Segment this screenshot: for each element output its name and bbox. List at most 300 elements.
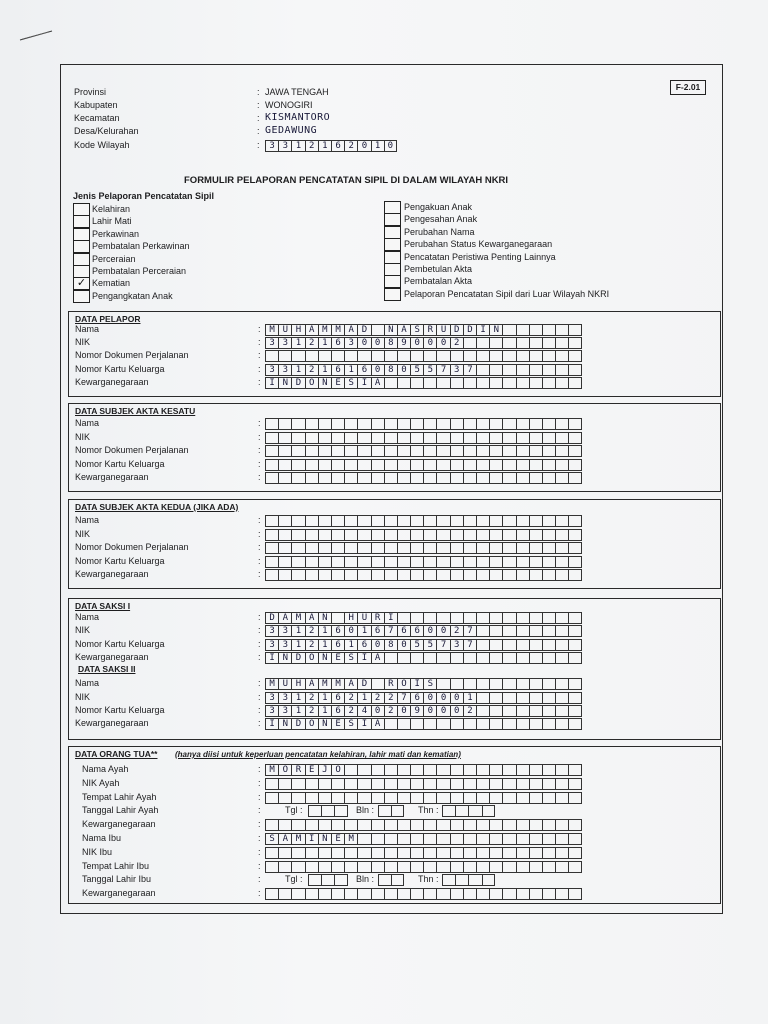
char-cell bbox=[436, 529, 449, 541]
char-cell bbox=[397, 542, 410, 554]
char-cell bbox=[410, 542, 423, 554]
char-cell bbox=[502, 529, 515, 541]
char-cell: 1 bbox=[371, 140, 384, 152]
char-cell bbox=[482, 874, 495, 886]
checkbox[interactable] bbox=[384, 288, 401, 301]
char-cell bbox=[436, 459, 449, 471]
char-cell bbox=[423, 764, 436, 776]
char-cell: 6 bbox=[331, 364, 344, 376]
char-cell bbox=[397, 764, 410, 776]
char-cell bbox=[516, 778, 529, 790]
char-cell bbox=[529, 718, 542, 730]
date-day-boxes[interactable] bbox=[308, 805, 348, 817]
field-label: Nama bbox=[75, 324, 100, 334]
field-colon: : bbox=[258, 472, 261, 483]
char-cell bbox=[318, 472, 331, 484]
char-cell bbox=[344, 556, 357, 568]
char-cell: A bbox=[305, 612, 318, 624]
char-cell bbox=[568, 692, 581, 704]
char-cell bbox=[357, 819, 370, 831]
char-cell: 0 bbox=[450, 705, 463, 717]
checkbox[interactable] bbox=[73, 240, 90, 253]
char-cell: H bbox=[344, 612, 357, 624]
header-value: KISMANTORO bbox=[265, 112, 331, 123]
char-cell bbox=[308, 874, 321, 886]
field-boxes[interactable] bbox=[265, 639, 582, 651]
checkbox[interactable] bbox=[384, 226, 401, 239]
char-cell bbox=[265, 542, 278, 554]
char-cell bbox=[371, 764, 384, 776]
char-cell bbox=[516, 861, 529, 873]
char-cell bbox=[384, 569, 397, 581]
char-cell: S bbox=[265, 833, 278, 845]
char-cell bbox=[529, 678, 542, 690]
char-cell bbox=[489, 625, 502, 637]
char-cell: A bbox=[344, 324, 357, 336]
checkbox[interactable] bbox=[384, 201, 401, 214]
char-cell: 2 bbox=[305, 364, 318, 376]
checkbox[interactable] bbox=[384, 251, 401, 264]
field-boxes[interactable] bbox=[265, 472, 582, 484]
char-cell bbox=[450, 418, 463, 430]
char-cell bbox=[542, 792, 555, 804]
checkbox[interactable] bbox=[73, 203, 90, 216]
char-cell bbox=[278, 847, 291, 859]
char-cell bbox=[344, 542, 357, 554]
char-cell bbox=[265, 569, 278, 581]
field-boxes[interactable] bbox=[265, 792, 582, 804]
field-colon: : bbox=[258, 625, 261, 636]
char-cell bbox=[278, 792, 291, 804]
char-cell bbox=[318, 529, 331, 541]
char-cell bbox=[291, 350, 304, 362]
char-cell bbox=[568, 515, 581, 527]
char-cell bbox=[397, 833, 410, 845]
field-boxes[interactable] bbox=[265, 364, 582, 376]
char-cell bbox=[489, 792, 502, 804]
char-cell bbox=[357, 792, 370, 804]
char-cell bbox=[476, 337, 489, 349]
char-cell bbox=[463, 377, 476, 389]
field-boxes[interactable] bbox=[265, 778, 582, 790]
field-boxes[interactable] bbox=[265, 459, 582, 471]
header-value: WONOGIRI bbox=[265, 100, 313, 110]
char-cell bbox=[463, 819, 476, 831]
char-cell bbox=[450, 888, 463, 900]
char-cell bbox=[265, 515, 278, 527]
checkbox-label: Pembetulan Akta bbox=[404, 264, 473, 274]
char-cell bbox=[265, 529, 278, 541]
char-cell: S bbox=[344, 718, 357, 730]
char-cell bbox=[555, 888, 568, 900]
char-cell: 0 bbox=[371, 639, 384, 651]
char-cell bbox=[344, 888, 357, 900]
char-cell bbox=[516, 847, 529, 859]
char-cell bbox=[291, 542, 304, 554]
char-cell bbox=[318, 819, 331, 831]
char-cell bbox=[371, 888, 384, 900]
char-cell bbox=[291, 432, 304, 444]
char-cell: I bbox=[410, 678, 423, 690]
char-cell bbox=[516, 678, 529, 690]
char-cell: 1 bbox=[318, 705, 331, 717]
char-cell bbox=[357, 556, 370, 568]
char-cell bbox=[423, 529, 436, 541]
char-cell bbox=[542, 764, 555, 776]
char-cell bbox=[423, 515, 436, 527]
char-cell bbox=[450, 432, 463, 444]
char-cell bbox=[463, 556, 476, 568]
char-cell bbox=[357, 764, 370, 776]
char-cell bbox=[489, 639, 502, 651]
field-colon: : bbox=[258, 337, 261, 348]
char-cell: 2 bbox=[450, 625, 463, 637]
field-colon: : bbox=[258, 651, 261, 662]
char-cell: 0 bbox=[436, 337, 449, 349]
char-cell bbox=[384, 778, 397, 790]
char-cell bbox=[529, 888, 542, 900]
char-cell bbox=[516, 639, 529, 651]
char-cell bbox=[568, 639, 581, 651]
field-boxes[interactable] bbox=[265, 377, 582, 389]
char-cell bbox=[450, 350, 463, 362]
field-boxes[interactable] bbox=[265, 652, 582, 664]
field-boxes[interactable] bbox=[265, 861, 582, 873]
char-cell bbox=[516, 692, 529, 704]
section-title: DATA SAKSI II bbox=[78, 664, 136, 675]
field-colon: : bbox=[258, 764, 261, 774]
char-cell bbox=[378, 874, 391, 886]
char-cell bbox=[555, 529, 568, 541]
date-thn-label: Thn : bbox=[418, 874, 439, 885]
char-cell bbox=[397, 445, 410, 457]
field-boxes[interactable] bbox=[265, 678, 582, 690]
char-cell: A bbox=[371, 718, 384, 730]
char-cell bbox=[410, 432, 423, 444]
char-cell bbox=[318, 569, 331, 581]
char-cell bbox=[371, 778, 384, 790]
char-cell: 0 bbox=[436, 705, 449, 717]
char-cell bbox=[542, 529, 555, 541]
char-cell bbox=[423, 459, 436, 471]
char-cell bbox=[529, 692, 542, 704]
char-cell bbox=[384, 472, 397, 484]
field-boxes[interactable] bbox=[265, 337, 582, 349]
char-cell bbox=[568, 459, 581, 471]
char-cell bbox=[357, 569, 370, 581]
char-cell bbox=[489, 377, 502, 389]
char-cell bbox=[502, 705, 515, 717]
field-label: NIK bbox=[75, 691, 91, 702]
header-label: Kode Wilayah bbox=[74, 140, 130, 150]
date-day-boxes[interactable] bbox=[308, 874, 348, 886]
char-cell bbox=[318, 542, 331, 554]
char-cell bbox=[502, 324, 515, 336]
char-cell bbox=[384, 847, 397, 859]
field-boxes[interactable] bbox=[265, 692, 582, 704]
date-year-boxes[interactable] bbox=[442, 874, 495, 886]
field-colon: : bbox=[258, 638, 261, 649]
char-cell bbox=[463, 847, 476, 859]
field-boxes[interactable] bbox=[265, 764, 582, 776]
char-cell bbox=[305, 432, 318, 444]
char-cell bbox=[423, 861, 436, 873]
char-cell bbox=[468, 805, 481, 817]
char-cell bbox=[357, 350, 370, 362]
char-cell bbox=[291, 861, 304, 873]
char-cell: N bbox=[318, 612, 331, 624]
field-label: Nomor Kartu Keluarga bbox=[75, 555, 165, 566]
char-cell bbox=[450, 377, 463, 389]
char-cell bbox=[568, 350, 581, 362]
char-cell bbox=[384, 861, 397, 873]
char-cell bbox=[502, 792, 515, 804]
char-cell bbox=[516, 625, 529, 637]
char-cell bbox=[476, 764, 489, 776]
field-label: NIK bbox=[75, 528, 91, 539]
char-cell: M bbox=[265, 324, 278, 336]
char-cell bbox=[331, 432, 344, 444]
checkbox-label: Pelaporan Pencatatan Sipil dari Luar Wilayah NKRI bbox=[404, 288, 610, 299]
char-cell bbox=[384, 888, 397, 900]
char-cell bbox=[331, 861, 344, 873]
char-cell bbox=[516, 337, 529, 349]
field-label: Nomor Kartu Keluarga bbox=[75, 363, 165, 374]
char-cell bbox=[384, 515, 397, 527]
field-boxes[interactable] bbox=[265, 556, 582, 568]
char-cell bbox=[450, 542, 463, 554]
char-cell bbox=[410, 472, 423, 484]
char-cell bbox=[568, 705, 581, 717]
header-colon: : bbox=[257, 126, 260, 136]
field-colon: : bbox=[258, 704, 261, 715]
section-title: DATA SAKSI I bbox=[75, 601, 131, 611]
char-cell bbox=[568, 432, 581, 444]
char-cell bbox=[278, 556, 291, 568]
char-cell bbox=[436, 569, 449, 581]
date-month-boxes[interactable] bbox=[378, 874, 404, 886]
field-boxes[interactable] bbox=[265, 529, 582, 541]
section-title: DATA ORANG TUA** bbox=[75, 749, 158, 759]
char-cell bbox=[516, 445, 529, 457]
checkbox[interactable] bbox=[73, 265, 90, 278]
field-boxes[interactable] bbox=[265, 515, 582, 527]
char-cell bbox=[502, 418, 515, 430]
char-cell: 0 bbox=[344, 625, 357, 637]
char-cell bbox=[278, 819, 291, 831]
section-title: DATA PELAPOR bbox=[75, 314, 141, 324]
char-cell bbox=[397, 472, 410, 484]
field-boxes[interactable] bbox=[265, 445, 582, 457]
field-label: Kewarganegaraan bbox=[75, 569, 149, 580]
char-cell bbox=[410, 792, 423, 804]
checkbox[interactable] bbox=[73, 290, 90, 303]
field-boxes[interactable] bbox=[265, 819, 582, 831]
char-cell bbox=[450, 778, 463, 790]
field-label: Nomor Dokumen Perjalanan bbox=[75, 350, 189, 361]
field-boxes[interactable] bbox=[265, 569, 582, 581]
field-boxes[interactable] bbox=[265, 324, 582, 336]
char-cell: 6 bbox=[331, 705, 344, 717]
char-cell bbox=[529, 556, 542, 568]
char-cell bbox=[344, 445, 357, 457]
char-cell bbox=[318, 847, 331, 859]
char-cell bbox=[371, 792, 384, 804]
char-cell: 3 bbox=[344, 337, 357, 349]
char-cell: 6 bbox=[331, 140, 344, 152]
char-cell bbox=[529, 847, 542, 859]
checkbox[interactable] bbox=[384, 238, 401, 251]
char-cell: S bbox=[344, 652, 357, 664]
char-cell bbox=[529, 459, 542, 471]
char-cell: 3 bbox=[265, 140, 278, 152]
char-cell bbox=[397, 350, 410, 362]
char-cell bbox=[529, 625, 542, 637]
field-boxes[interactable] bbox=[265, 705, 582, 717]
char-cell: U bbox=[278, 678, 291, 690]
char-cell: 3 bbox=[450, 364, 463, 376]
char-cell: D bbox=[291, 652, 304, 664]
char-cell bbox=[516, 612, 529, 624]
field-label: Nomor Kartu Keluarga bbox=[75, 458, 165, 469]
char-cell: 1 bbox=[291, 337, 304, 349]
char-cell bbox=[455, 874, 468, 886]
char-cell bbox=[516, 515, 529, 527]
char-cell: D bbox=[463, 324, 476, 336]
char-cell bbox=[502, 472, 515, 484]
field-boxes[interactable] bbox=[265, 847, 582, 859]
char-cell bbox=[502, 764, 515, 776]
field-label: Kewarganegaraan bbox=[75, 651, 149, 662]
char-cell bbox=[423, 472, 436, 484]
char-cell bbox=[371, 861, 384, 873]
char-cell bbox=[278, 888, 291, 900]
checkbox[interactable] bbox=[73, 215, 90, 228]
char-cell bbox=[542, 556, 555, 568]
field-boxes[interactable] bbox=[265, 888, 582, 900]
char-cell bbox=[463, 569, 476, 581]
char-cell bbox=[436, 472, 449, 484]
char-cell: R bbox=[423, 324, 436, 336]
char-cell bbox=[423, 819, 436, 831]
char-cell bbox=[423, 778, 436, 790]
field-boxes[interactable] bbox=[265, 432, 582, 444]
char-cell bbox=[344, 459, 357, 471]
char-cell bbox=[529, 819, 542, 831]
field-label: NIK bbox=[75, 625, 91, 636]
char-cell bbox=[555, 569, 568, 581]
char-cell bbox=[291, 515, 304, 527]
char-cell bbox=[371, 529, 384, 541]
char-cell bbox=[278, 778, 291, 790]
checkbox-label: Perceraian bbox=[92, 253, 136, 264]
field-label: Kewarganegaraan bbox=[82, 888, 156, 899]
char-cell bbox=[410, 888, 423, 900]
char-cell: 0 bbox=[436, 692, 449, 704]
char-cell bbox=[463, 678, 476, 690]
field-boxes[interactable] bbox=[265, 833, 582, 845]
char-cell bbox=[321, 805, 334, 817]
char-cell bbox=[555, 718, 568, 730]
char-cell: N bbox=[318, 833, 331, 845]
checkbox[interactable]: ✓ bbox=[73, 277, 90, 290]
char-cell bbox=[463, 337, 476, 349]
char-cell: A bbox=[278, 833, 291, 845]
field-boxes[interactable] bbox=[265, 718, 582, 730]
field-label: Kewarganegaraan bbox=[75, 718, 149, 729]
char-cell bbox=[344, 418, 357, 430]
char-cell: 1 bbox=[318, 364, 331, 376]
field-boxes[interactable] bbox=[265, 418, 582, 430]
checkbox[interactable] bbox=[384, 263, 401, 276]
char-cell bbox=[463, 432, 476, 444]
char-cell: 6 bbox=[357, 639, 370, 651]
char-cell bbox=[423, 569, 436, 581]
field-colon: : bbox=[258, 376, 261, 387]
checkbox[interactable] bbox=[73, 228, 90, 241]
char-cell bbox=[489, 718, 502, 730]
char-cell bbox=[436, 542, 449, 554]
char-cell bbox=[331, 350, 344, 362]
char-cell bbox=[305, 888, 318, 900]
char-cell bbox=[397, 377, 410, 389]
char-cell bbox=[542, 888, 555, 900]
checkbox[interactable] bbox=[384, 275, 401, 288]
char-cell: 5 bbox=[423, 364, 436, 376]
field-boxes[interactable] bbox=[265, 350, 582, 362]
char-cell bbox=[529, 418, 542, 430]
char-cell bbox=[436, 888, 449, 900]
char-cell: I bbox=[265, 377, 278, 389]
char-cell: I bbox=[357, 718, 370, 730]
char-cell bbox=[463, 459, 476, 471]
char-cell bbox=[568, 792, 581, 804]
char-cell bbox=[489, 678, 502, 690]
field-boxes[interactable] bbox=[265, 542, 582, 554]
checkbox[interactable] bbox=[384, 213, 401, 226]
date-month-boxes[interactable] bbox=[378, 805, 404, 817]
date-year-boxes[interactable] bbox=[442, 805, 495, 817]
char-cell bbox=[463, 529, 476, 541]
char-cell bbox=[529, 612, 542, 624]
field-boxes[interactable] bbox=[265, 625, 582, 637]
char-cell bbox=[502, 678, 515, 690]
field-boxes[interactable] bbox=[265, 612, 582, 624]
char-cell: 1 bbox=[318, 625, 331, 637]
kode-wilayah-boxes[interactable] bbox=[265, 140, 397, 152]
char-cell bbox=[291, 778, 304, 790]
char-cell bbox=[410, 377, 423, 389]
char-cell bbox=[568, 445, 581, 457]
checkbox[interactable] bbox=[73, 253, 90, 266]
char-cell bbox=[568, 377, 581, 389]
char-cell: N bbox=[278, 718, 291, 730]
char-cell bbox=[291, 792, 304, 804]
char-cell bbox=[476, 529, 489, 541]
char-cell bbox=[331, 778, 344, 790]
field-label: NIK Ayah bbox=[82, 777, 120, 788]
char-cell bbox=[568, 556, 581, 568]
char-cell bbox=[516, 324, 529, 336]
char-cell bbox=[278, 861, 291, 873]
field-colon: : bbox=[258, 445, 261, 456]
char-cell bbox=[476, 778, 489, 790]
char-cell bbox=[542, 324, 555, 336]
char-cell: 7 bbox=[436, 639, 449, 651]
char-cell: 0 bbox=[357, 337, 370, 349]
form-title: FORMULIR PELAPORAN PENCATATAN SIPIL DI DALAM WILAYAH NKRI bbox=[184, 175, 509, 186]
char-cell: E bbox=[331, 652, 344, 664]
